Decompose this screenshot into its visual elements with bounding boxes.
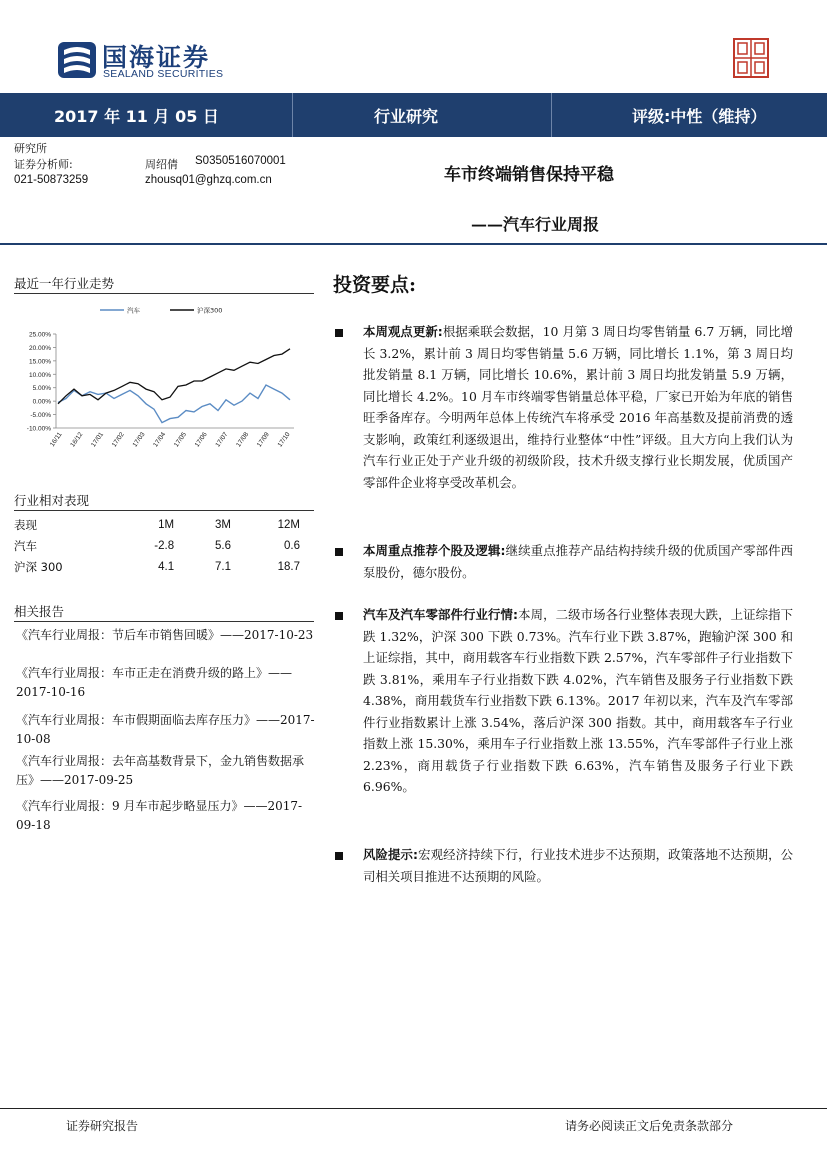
key-point-label: 风险提示:	[363, 847, 418, 862]
y-tick-label: 5.00%	[32, 385, 51, 393]
series-line	[58, 349, 290, 404]
research-seal-icon	[733, 38, 769, 78]
band-divider	[292, 93, 293, 137]
table-cell: 汽车	[14, 538, 37, 553]
table-cell: 4.1	[158, 560, 175, 573]
performance-heading: 行业相对表现	[14, 493, 90, 508]
y-tick-label: 20.00%	[28, 344, 51, 352]
y-tick-label: -10.00%	[26, 425, 51, 433]
x-tick-label: 17/03	[131, 431, 147, 449]
key-point-text: 本周，二级市场各行业整体表现大跌，上证综指下跌 1.32%，沪深 300 下跌 0.73%。汽车行业下跌 3.87%，跑输沪深 300 和上证综指，其中，商用载客车行业指数下跌 2.57%，汽车零部件子行业指数下跌 3.81%，乘用车子行业指数下跌 4.02%，汽车销售及服务子行业指数下跌 4.38%，商用载货车行业指数下跌 6.13%。2017 年初以来，汽车及汽车零部件行业指数累计上涨 3.54%，落后沪深 300 指数。其中，商用载客车子行业指数上涨 15.30%，乘用车子行业指数上涨 13.55%，汽车零部件子行业上涨 2.23%，商用载货子行业指数下跌 6.63%，汽车销售及服务子行业下跌 6.96%。	[363, 607, 793, 794]
x-tick-label: 17/06	[193, 431, 209, 449]
bullet-icon	[335, 329, 343, 337]
series-line	[58, 385, 290, 423]
report-link[interactable]: 《汽车行业周报：9 月车市起步略显压力》——2017-09-18	[16, 799, 303, 832]
report-link[interactable]: 《汽车行业周报：车市假期面临去库存压力》——2017-10-08	[16, 713, 315, 746]
report-date: 2017 年 11 月 05 日	[54, 107, 219, 126]
x-tick-label: 16/11	[48, 431, 64, 449]
x-tick-label: 17/01	[90, 431, 106, 449]
table-header-cell: 表现	[14, 517, 37, 532]
analyst-license: S0350516070001	[195, 155, 286, 167]
key-point-label: 本周重点推荐个股及逻辑:	[363, 543, 506, 558]
sealand-logo-icon	[58, 40, 96, 80]
logo-chinese-name: 国海证券	[102, 43, 211, 72]
report-link[interactable]: 《汽车行业周报：节后车市销售回暖》——2017-10-23	[16, 628, 314, 642]
key-point-text: 根据乘联会数据，10 月第 3 周日均零售销量 6.7 万辆，同比增长 3.2%，累计前 3 周日均零售销量 5.6 万辆，同比增长 1.1%，第 3 周日均批发销量 8.1 万辆，同比增长 10.6%，累计前 3 周日均批发销量 5.9 万辆，同比增长 4.2%。10 月车市终端零售销量总体平稳，厂家已开始为年底的销售旺季备库存。今明两年总体上传统汽车将承受 2016 年高基数及提前消费的透支影响，政策红利逐级退出，维持行业整体“中性”评级。且大方向上我们认为汽车行业正处于产业升级的初级阶段，技术升级支撑行业长期发展，优质国产零部件企业将享受改革机会。	[363, 324, 793, 490]
analyst-phone: 021-50873259	[14, 174, 89, 186]
x-tick-label: 17/02	[110, 431, 126, 449]
x-tick-label: 17/05	[172, 431, 189, 449]
logo-english-name: SEALAND SECURITIES	[103, 68, 224, 80]
key-point-text: 宏观经济持续下行，行业技术进步不达预期，政策落地不达预期，公司相关项目推进不达预期的风险。	[363, 847, 793, 884]
analyst-role: 证券分析师:	[14, 158, 73, 171]
table-cell: 5.6	[215, 539, 231, 552]
key-point-label: 本周观点更新:	[363, 324, 443, 339]
reports-heading: 相关报告	[14, 604, 65, 619]
x-tick-label: 17/04	[152, 431, 168, 449]
key-point-label: 汽车及汽车零部件行业行情:	[363, 607, 518, 622]
report-type: 行业研究	[374, 107, 439, 126]
key-point	[363, 540, 793, 583]
report-link[interactable]: 《汽车行业周报：去年高基数背景下，金九销售数据承压》——2017-09-25	[16, 754, 305, 787]
trend-heading-rule	[14, 293, 314, 294]
x-tick-label: 17/08	[235, 431, 251, 449]
footer-right: 请务必阅读正文后免责条款部分	[565, 1119, 734, 1133]
page-title: 车市终端销售保持平稳	[444, 165, 614, 185]
rating: 评级:中性（维持）	[632, 107, 767, 126]
legend-label: 沪深300	[197, 306, 223, 315]
x-tick-label: 17/10	[276, 431, 292, 449]
y-tick-label: -5.00%	[30, 412, 51, 420]
table-cell: 18.7	[277, 560, 300, 573]
footer-left: 证券研究报告	[66, 1119, 139, 1133]
table-cell: 7.1	[215, 560, 231, 573]
bullet-icon	[335, 852, 343, 860]
analyst-name: 周绍倩	[145, 158, 178, 171]
key-point	[363, 604, 793, 798]
analyst-email[interactable]: zhousq01@ghzq.com.cn	[145, 174, 272, 186]
table-row	[14, 535, 314, 556]
key-point-text: 继续重点推荐产品结构持续升级的优质国产零部件西泵股份，德尔股份。	[363, 543, 793, 580]
table-row	[14, 556, 314, 577]
table-header-cell: 1M	[158, 518, 175, 531]
table-cell: 0.6	[284, 539, 300, 552]
reports-heading-rule	[14, 621, 314, 622]
trend-chart	[12, 302, 302, 452]
legend-label: 汽车	[127, 306, 140, 315]
table-cell: -2.8	[154, 539, 175, 552]
x-tick-label: 17/09	[255, 431, 271, 449]
key-points-heading: 投资要点:	[333, 274, 417, 296]
performance-heading-rule	[14, 510, 314, 511]
table-header-cell: 3M	[215, 518, 231, 531]
key-point	[363, 321, 793, 493]
performance-table	[14, 514, 314, 577]
band-divider	[551, 93, 552, 137]
trend-heading: 最近一年行业走势	[14, 276, 115, 291]
y-tick-label: 25.00%	[28, 331, 51, 339]
y-tick-label: 0.00%	[32, 398, 51, 406]
dept: 研究所	[14, 142, 47, 155]
bullet-icon	[335, 548, 343, 556]
table-header-row	[14, 514, 314, 535]
y-tick-label: 10.00%	[28, 371, 51, 379]
bullet-icon	[335, 612, 343, 620]
y-tick-label: 15.00%	[28, 358, 51, 366]
report-link[interactable]: 《汽车行业周报：车市正走在消费升级的路上》——2017-10-16	[16, 666, 293, 699]
title-divider	[0, 243, 827, 245]
key-point	[363, 844, 793, 887]
x-tick-label: 16/12	[69, 431, 85, 449]
footer-divider	[0, 1108, 827, 1109]
page-subtitle: ——汽车行业周报	[471, 215, 600, 234]
x-tick-label: 17/07	[214, 431, 230, 449]
table-header-cell: 12M	[277, 518, 300, 531]
table-cell: 沪深 300	[14, 559, 63, 574]
